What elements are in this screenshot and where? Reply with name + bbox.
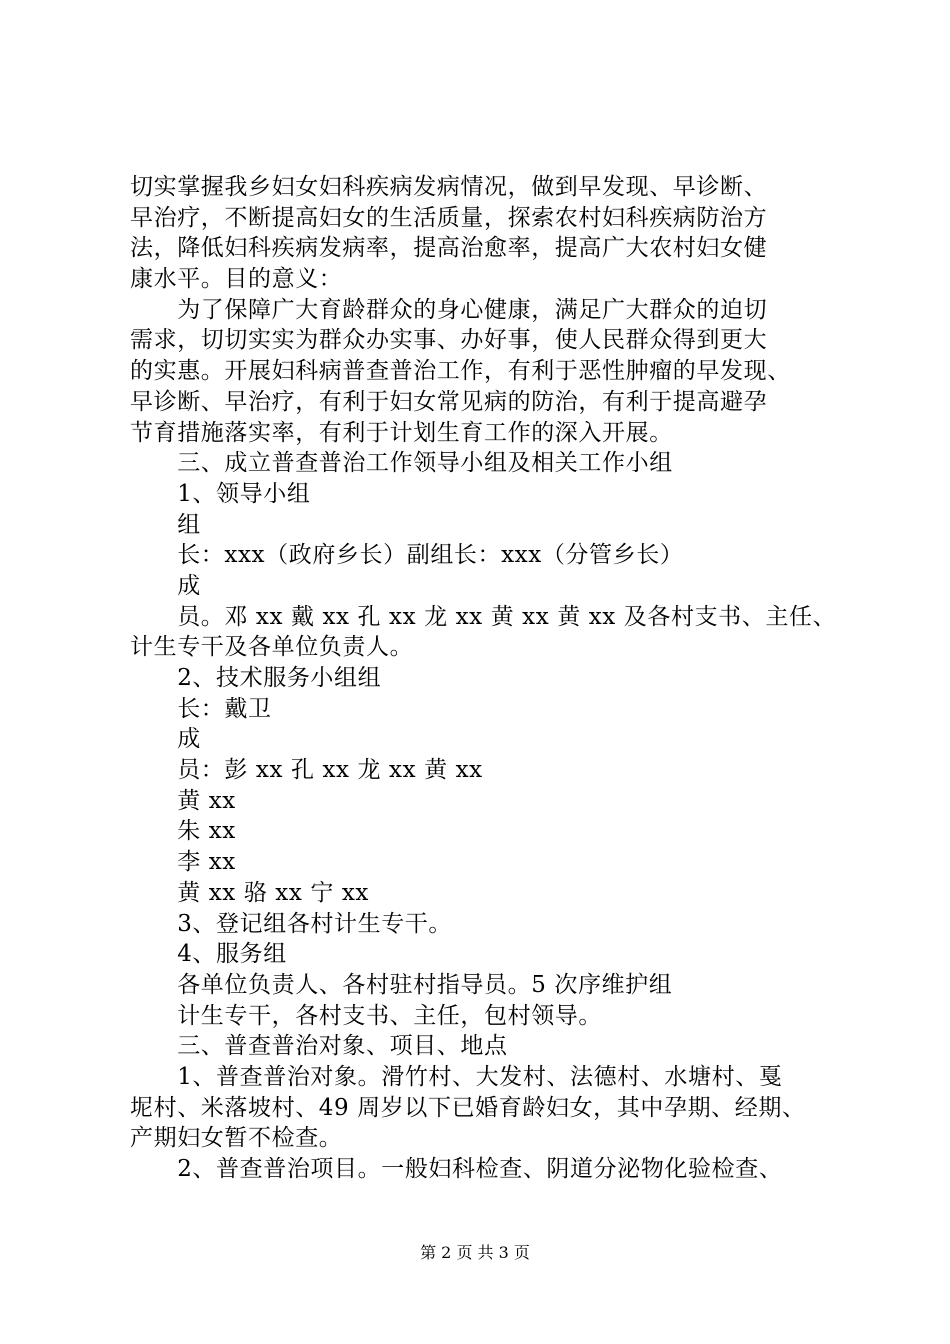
text-line: 坭村、米落坡村、49 周岁以下已婚育龄妇女，其中孕期、经期、	[130, 1094, 806, 1121]
page-footer: 第 2 页 共 3 页	[420, 1243, 530, 1262]
text-line: 员：彭 xx 孔 xx 龙 xx 黄 xx	[130, 757, 483, 784]
text-line: 黄 xx 骆 xx 宁 xx	[130, 879, 369, 906]
text-line: 产期妇女暂不检查。	[130, 1125, 343, 1152]
subsection-heading: 4、服务组	[130, 941, 287, 968]
text-line: 早诊断、早治疗，有利于妇女常见病的防治，有利于提高避孕	[130, 388, 768, 415]
text-line: 黄 xx	[130, 787, 236, 814]
text-line: 早治疗，不断提高妇女的生活质量，探索农村妇科疾病防治方	[130, 204, 768, 231]
text-line: 康水平。目的意义：	[130, 266, 343, 293]
text-line: 为了保障广大育龄群众的身心健康，满足广大群众的迫切	[130, 296, 768, 323]
text-line: 法，降低妇科疾病发病率，提高治愈率，提高广大农村妇女健	[130, 235, 768, 262]
text-line: 的实惠。开展妇科病普查普治工作，有利于恶性肿瘤的早发现、	[130, 358, 791, 385]
text-line: 长：戴卫	[130, 695, 272, 722]
text-line: 2、普查普治项目。一般妇科检查、阴道分泌物化验检查、	[130, 1156, 783, 1182]
text-line: 切实掌握我乡妇女妇科疾病发病情况，做到早发现、早诊断、	[130, 174, 768, 200]
text-line: 节育措施落实率，有利于计划生育工作的深入开展。	[130, 419, 673, 446]
text-line: 计生专干及各单位负责人。	[130, 634, 414, 661]
text-line: 李 xx	[130, 849, 236, 876]
text-line: 成	[130, 726, 201, 753]
subsection-heading: 3、登记组各村计生专干。	[130, 910, 453, 937]
subsection-heading: 1、领导小组	[130, 480, 311, 507]
text-line: 计生专干，各村支书、主任，包村领导。	[130, 1002, 602, 1029]
text-line: 朱 xx	[130, 818, 236, 845]
text-line: 1、普查普治对象。滑竹村、大发村、法德村、水塘村、戛	[130, 1063, 783, 1090]
text-line: 需求，切切实实为群众办实事、办好事，使人民群众得到更大	[130, 327, 768, 354]
text-line: 组	[130, 511, 201, 538]
section-heading: 三、成立普查普治工作领导小组及相关工作小组	[130, 450, 673, 477]
body-text	[130, 172, 845, 1185]
text-line: 各单位负责人、各村驻村指导员。5 次序维护组	[130, 971, 673, 998]
text-line: 长：xxx（政府乡长）副组长：xxx（分管乡长）	[130, 542, 684, 569]
text-line: 员。邓 xx 戴 xx 孔 xx 龙 xx 黄 xx 黄 xx 及各村支书、主任、	[130, 603, 837, 630]
section-heading: 三、普查普治对象、项目、地点	[130, 1033, 508, 1060]
text-line: 成	[130, 572, 201, 599]
subsection-heading: 2、技术服务小组组	[130, 665, 382, 691]
